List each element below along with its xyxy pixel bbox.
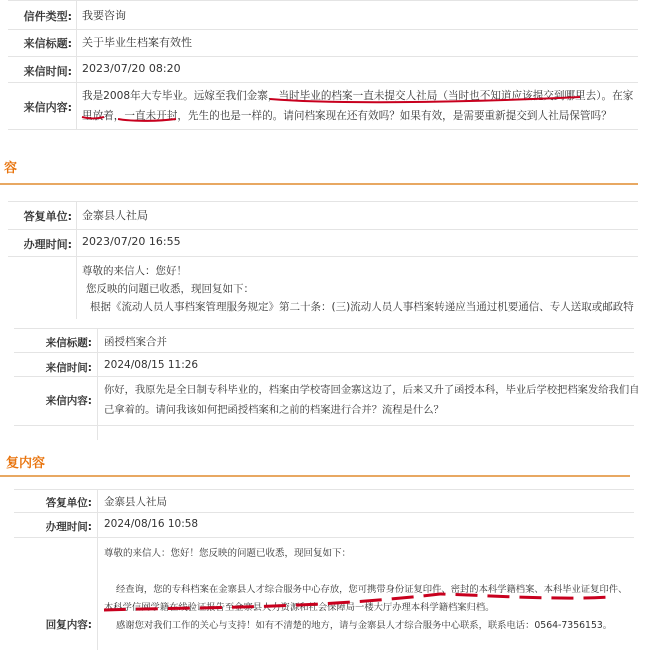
reply-time-label: 办理时间: (23, 238, 72, 251)
row-divider (14, 489, 634, 490)
section-title-reply: 容 (4, 161, 18, 176)
reply-unit-label: 答复单位: (45, 497, 92, 509)
column-divider (97, 489, 98, 650)
row-divider (8, 129, 638, 130)
row-divider (14, 425, 634, 426)
row-divider (14, 352, 634, 353)
letter-type-value: 我要咨询 (82, 9, 126, 22)
row-divider (14, 376, 634, 377)
reply-time-value: 2023/07/20 16:55 (82, 235, 181, 248)
letter-content-line: 你好，我原先是全日制专科毕业的，档案由学校寄回金寨这边了，后来又升了函授本科，毕业后学校把档案发给我们自 (104, 384, 640, 396)
column-divider (76, 201, 77, 319)
letter-title-label: 来信标题: (23, 37, 72, 50)
reply-text-line: 本科学信网学籍在线验证报告至金寨县人力资源和社会保障局一楼大厅办理本科学籍档案归档。 (104, 602, 495, 613)
section-rule (0, 475, 630, 477)
letter-title-value: 函授档案合并 (104, 336, 167, 348)
reply-text-line: 感谢您对我们工作的关心与支持！如有不清楚的地方，请与金寨县人才综合服务中心联系，联系电话：0564-7356153。 (116, 620, 613, 631)
letter-content-line: 我是2008年大专毕业。远嫁至我们金寨，当时毕业的档案一直未提交人社局（当时也不知道应该提交到哪里去）。在家 (82, 90, 634, 102)
reply-greeting: 尊敬的来信人：您好！您反映的问题已收悉，现回复如下： (104, 548, 352, 559)
letter-time-label: 来信时间: (23, 65, 72, 78)
section-title-reply: 复内容 (6, 456, 46, 471)
row-divider (8, 201, 638, 202)
reply-text-line: 根据《流动人员人事档案管理服务规定》第二十条：(三)流动人员人事档案转递应当通过机要通信、专人送取或邮政特 (90, 301, 634, 313)
letter-type-label: 信件类型: (23, 10, 72, 23)
letter-time-value: 2024/08/15 11:26 (104, 359, 199, 371)
reply-time-label: 办理时间: (45, 521, 92, 533)
reply-content-label: 回复内容: (45, 619, 92, 631)
letter-content-label: 来信内容: (23, 101, 72, 114)
letter-title-label: 来信标题: (45, 337, 92, 349)
row-divider (8, 256, 638, 257)
letter-content-label: 来信内容: (45, 395, 92, 407)
column-divider (97, 328, 98, 440)
letter-content-line: 里放着，一直未开封，先生的也是一样的。请问档案现在还有效吗？如果有效，是需要重新提交到人社局保管吗？ (82, 110, 612, 122)
row-divider (14, 537, 634, 538)
row-divider (8, 56, 638, 57)
letter-title-value: 关于毕业生档案有效性 (82, 36, 192, 49)
reply-unit-value: 金寨县人社局 (104, 496, 167, 508)
column-divider (76, 0, 77, 130)
reply-unit-label: 答复单位: (23, 210, 72, 223)
row-divider (8, 29, 638, 30)
letter-content-line: 己拿着的。请问我该如何把函授档案和之前的档案进行合并？流程是什么？ (104, 404, 444, 416)
letter-time-value: 2023/07/20 08:20 (82, 62, 181, 75)
letter-time-label: 来信时间: (45, 362, 92, 374)
row-divider (8, 229, 638, 230)
row-divider (14, 512, 634, 513)
reply-time-value: 2024/08/16 10:58 (104, 518, 199, 530)
reply-text-line: 经查询，您的专科档案在金寨县人才综合服务中心存放，您可携带身份证复印件、密封的本科学籍档案、本科毕业证复印件、 (116, 584, 628, 595)
section-rule (0, 183, 638, 185)
reply-text-line: 您反映的问题已收悉，现回复如下： (86, 283, 254, 295)
reply-unit-value: 金寨县人社局 (82, 209, 148, 222)
row-divider (8, 82, 638, 83)
row-divider (14, 328, 634, 329)
reply-greeting: 尊敬的来信人：您好！ (82, 265, 187, 277)
row-divider (8, 0, 638, 1)
